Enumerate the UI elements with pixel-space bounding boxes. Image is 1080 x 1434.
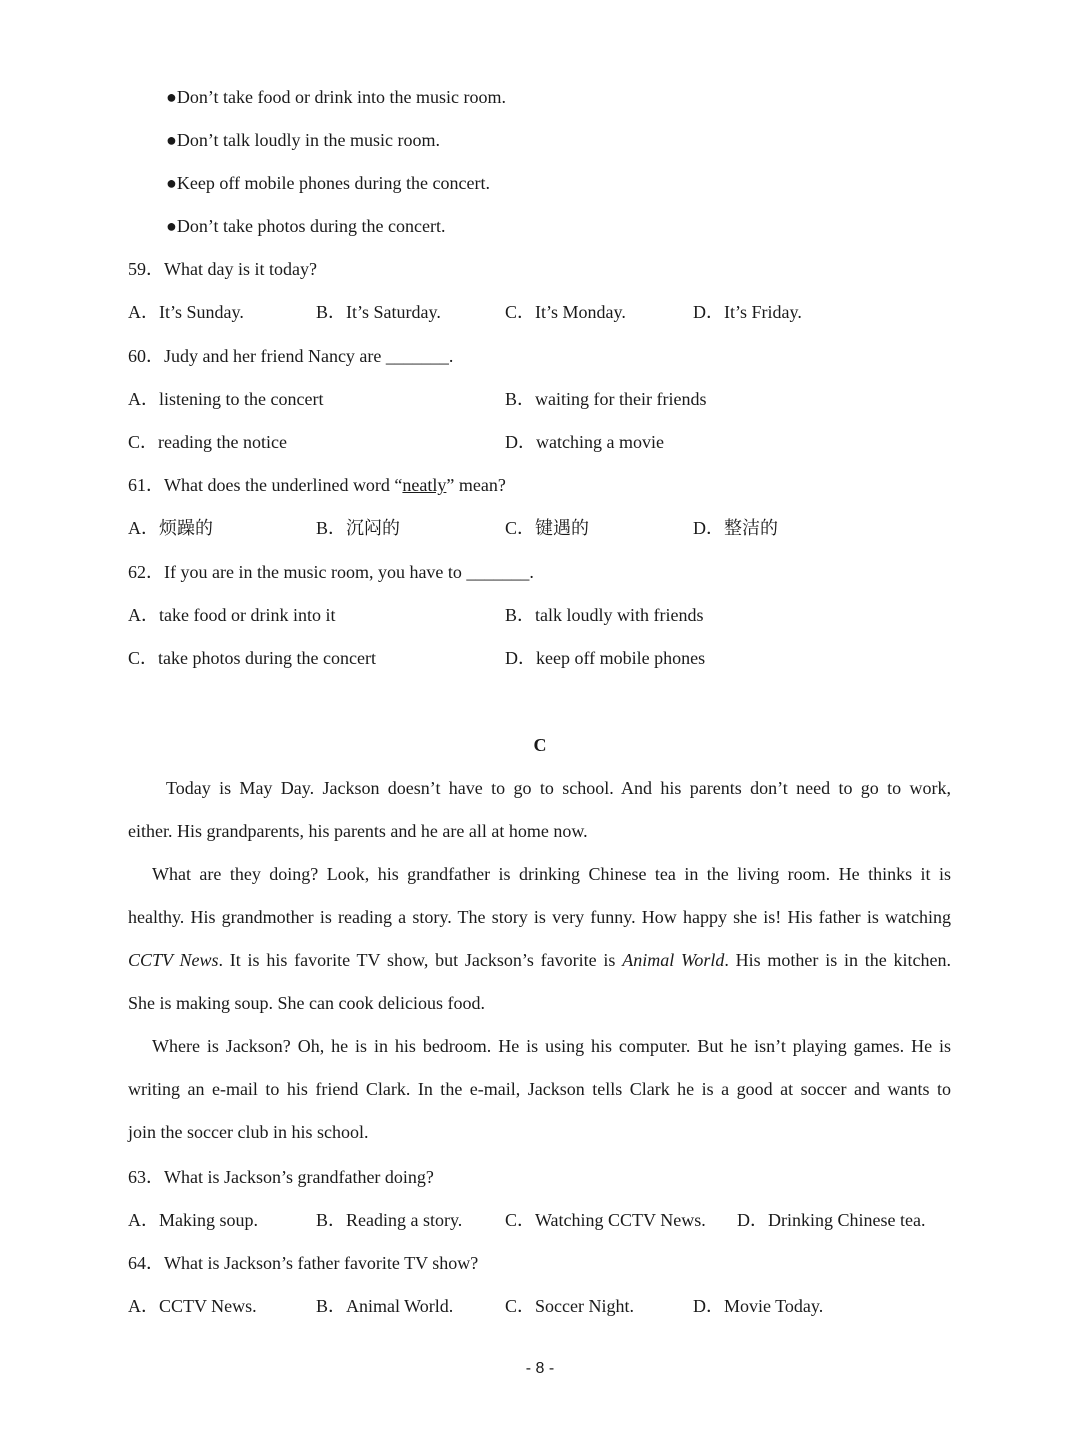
section-title: C <box>533 735 547 755</box>
q59-option-c: C．It’s Monday. <box>505 302 626 322</box>
q61-stem-post: ” mean? <box>446 475 506 495</box>
q61-stem-pre: 61．What does the underlined word “ <box>128 475 403 495</box>
passage <box>128 777 951 1164</box>
q64-option-c: C．Soccer Night. <box>505 1296 634 1316</box>
q63-option-b: B．Reading a story. <box>316 1210 463 1230</box>
question-63: 63．What is Jackson’s grandfather doing? <box>128 1167 434 1187</box>
q64-option-a: A．CCTV News. <box>128 1296 257 1316</box>
q59-option-b: B．It’s Saturday. <box>316 302 441 322</box>
q61-option-b: B．沉闷的 <box>316 518 401 538</box>
passage-line: What are they doing? Look, his grandfather is drinking Chinese tea in the living room. He thinks it is <box>152 864 951 884</box>
passage-line: Where is Jackson? Oh, he is in his bedroom. He is using his computer. But he isn’t playing games. He is <box>152 1036 951 1056</box>
show-title: CCTV News <box>128 950 219 970</box>
question-60: 60．Judy and her friend Nancy are _______. <box>128 346 454 366</box>
passage-line: She is making soup. She can cook delicious food. <box>128 993 485 1013</box>
q64-option-d: D．Movie Today. <box>693 1296 824 1316</box>
q62-option-b: B．talk loudly with friends <box>505 605 704 625</box>
rule-item: ●Don’t talk loudly in the music room. <box>166 130 441 150</box>
passage-line: Today is May Day. Jackson doesn’t have to go to school. And his parents don’t need to go to work, <box>166 778 951 798</box>
rule-item: ●Keep off mobile phones during the concert. <box>166 173 490 193</box>
question-59: 59．What day is it today? <box>128 259 317 279</box>
question-62: 62．If you are in the music room, you have to _______. <box>128 562 534 582</box>
rule-item: ●Don’t take food or drink into the music room. <box>166 87 506 107</box>
passage-line: join the soccer club in his school. <box>128 1122 369 1142</box>
question-61 <box>128 474 506 496</box>
q63-option-d: D．Drinking Chinese tea. <box>737 1210 926 1230</box>
show-title: Animal World <box>622 950 725 970</box>
q60-option-d: D．watching a movie <box>505 432 664 452</box>
underlined-word: neatly <box>402 475 447 495</box>
rule-item: ●Don’t take photos during the concert. <box>166 216 446 236</box>
passage-line: healthy. His grandmother is reading a story. The story is very funny. How happy she is! His father is watching <box>128 907 951 927</box>
q61-option-a: A．烦躁的 <box>128 518 213 538</box>
q63-option-a: A．Making soup. <box>128 1210 258 1230</box>
q62-option-c: C．take photos during the concert <box>128 648 376 668</box>
question-64: 64．What is Jackson’s father favorite TV show? <box>128 1253 479 1273</box>
q61-option-c: C．键遇的 <box>505 518 590 538</box>
q60-option-b: B．waiting for their friends <box>505 389 707 409</box>
q60-option-c: C．reading the notice <box>128 432 287 452</box>
passage-line <box>128 949 951 992</box>
page-number: - 8 - <box>525 1360 555 1377</box>
q62-option-d: D．keep off mobile phones <box>505 648 706 668</box>
q62-option-a: A．take food or drink into it <box>128 605 336 625</box>
q59-option-a: A．It’s Sunday. <box>128 302 244 322</box>
q63-option-c: C．Watching CCTV News. <box>505 1210 706 1230</box>
passage-line: either. His grandparents, his parents and he are all at home now. <box>128 821 588 841</box>
q60-option-a: A．listening to the concert <box>128 389 324 409</box>
q61-option-d: D．整洁的 <box>693 518 778 538</box>
passage-text: . His mother is in the kitchen. <box>724 950 952 970</box>
passage-line: writing an e-mail to his friend Clark. In the e-mail, Jackson tells Clark he is a good at soccer and wants to <box>128 1079 951 1099</box>
passage-text: . It is his favorite TV show, but Jackson’s favorite is <box>218 950 623 970</box>
q64-option-b: B．Animal World. <box>316 1296 454 1316</box>
q59-option-d: D．It’s Friday. <box>693 302 802 322</box>
